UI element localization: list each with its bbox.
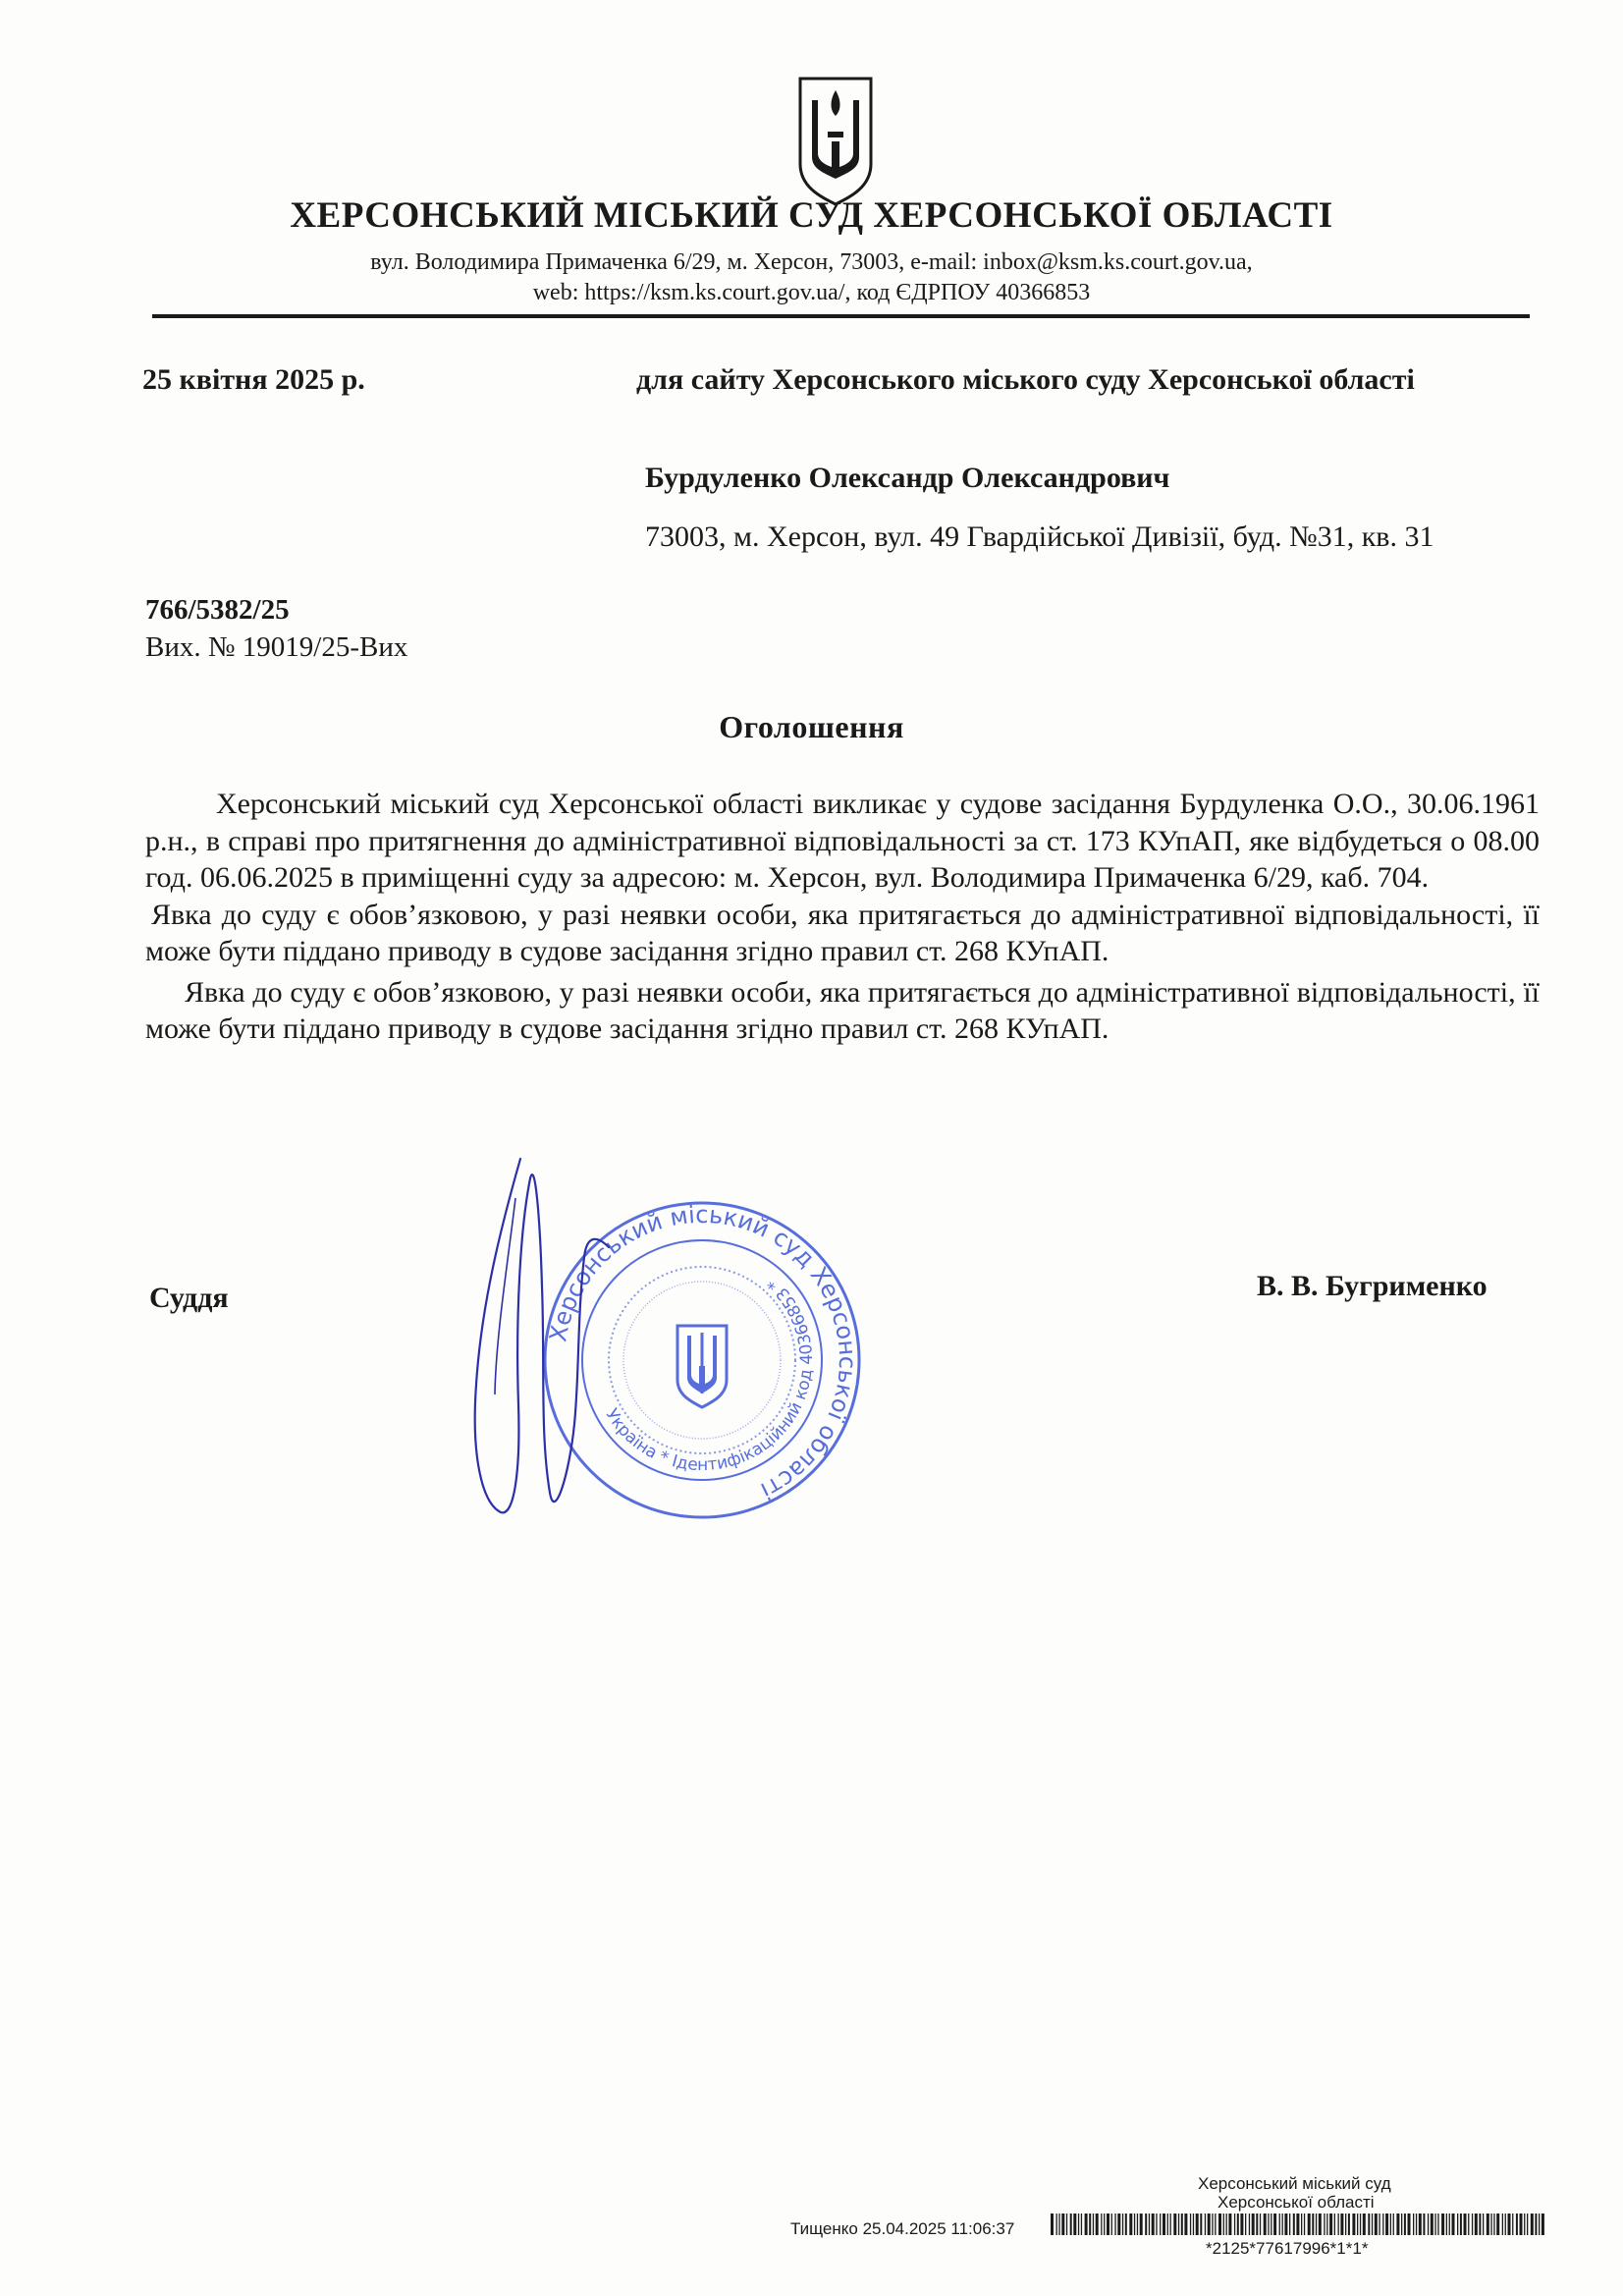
seal-outer-text: Херсонський міський суд Херсонської області [544,1200,862,1505]
case-number: 766/5382/25 [145,594,290,626]
court-address-line: вул. Володимира Примаченка 6/29, м. Херсон, 73003, e-mail: inbox@ksm.ks.court.gov.ua, [370,249,1253,275]
paragraph-attendance-repeat: Явка до суду є обов’язковою, у разі неявки особи, яка притягається до адміністративної відповідальності, її може бути піддано приводу в судове засідання згідно правил ст. 268 КУпАП. [145,975,1540,1045]
letter-date: 25 квітня 2025 р. [142,363,365,396]
handwritten-signature [461,1139,638,1532]
recipient-name: Бурдуленко Олександр Олександрович [645,462,1170,494]
document-barcode [1051,2214,1546,2235]
outgoing-number: Вих. № 19019/25-Вих [145,631,408,663]
paragraph-summons: Херсонський міський суд Херсонської області викликає у судове засідання Бурдуленка О.О., 30.06.1961 р.н., в справі про притягнення до адміністративної відповідальності за ст. 173 КУпАП, яке відбудеться о 08.00 год. 06.06.2025 в приміщенні суду за адресою: м. Херсон, вул. Володимира Примаченка 6/29, каб. 704. [145,788,1540,894]
court-web-line: web: https://ksm.ks.court.gov.ua/, код ЄДРПОУ 40366853 [532,280,1091,305]
destination-line: для сайту Херсонського міського суду Херсонської області [636,363,1415,396]
header-divider [152,314,1530,318]
footer-region-line: Херсонської області [1217,2193,1375,2212]
judge-label: Суддя [149,1282,229,1314]
seal-trident-icon [677,1326,727,1407]
seal-inner-text: Україна * Ідентифікаційний код 40366853 * [601,1273,818,1476]
recipient-address: 73003, м. Херсон, вул. 49 Гвардійської Дивізії, буд. №31, кв. 31 [645,520,1434,553]
footer-registration-meta: Тищенко 25.04.2025 11:06:37 [790,2219,1015,2238]
announcement-body [145,786,1540,1048]
announcement-heading: Оголошення [719,709,904,744]
court-name: ХЕРСОНСЬКИЙ МІСЬКИЙ СУД ХЕРСОНСЬКОЇ ОБЛАСТІ [290,195,1333,236]
trident-emblem-icon [790,71,881,208]
judge-name: В. В. Бугрименко [1257,1270,1488,1302]
footer-court-line: Херсонський міський суд [1198,2174,1391,2193]
paragraph-attendance: Явка до суду є обов’язковою, у разі неявки особи, яка притягається до адміністративної відповідальності, її може бути піддано приводу в судове засідання згідно правил ст. 268 КУпАП. [145,898,1540,967]
barcode-code: *2125*77617996*1*1* [1206,2239,1369,2258]
